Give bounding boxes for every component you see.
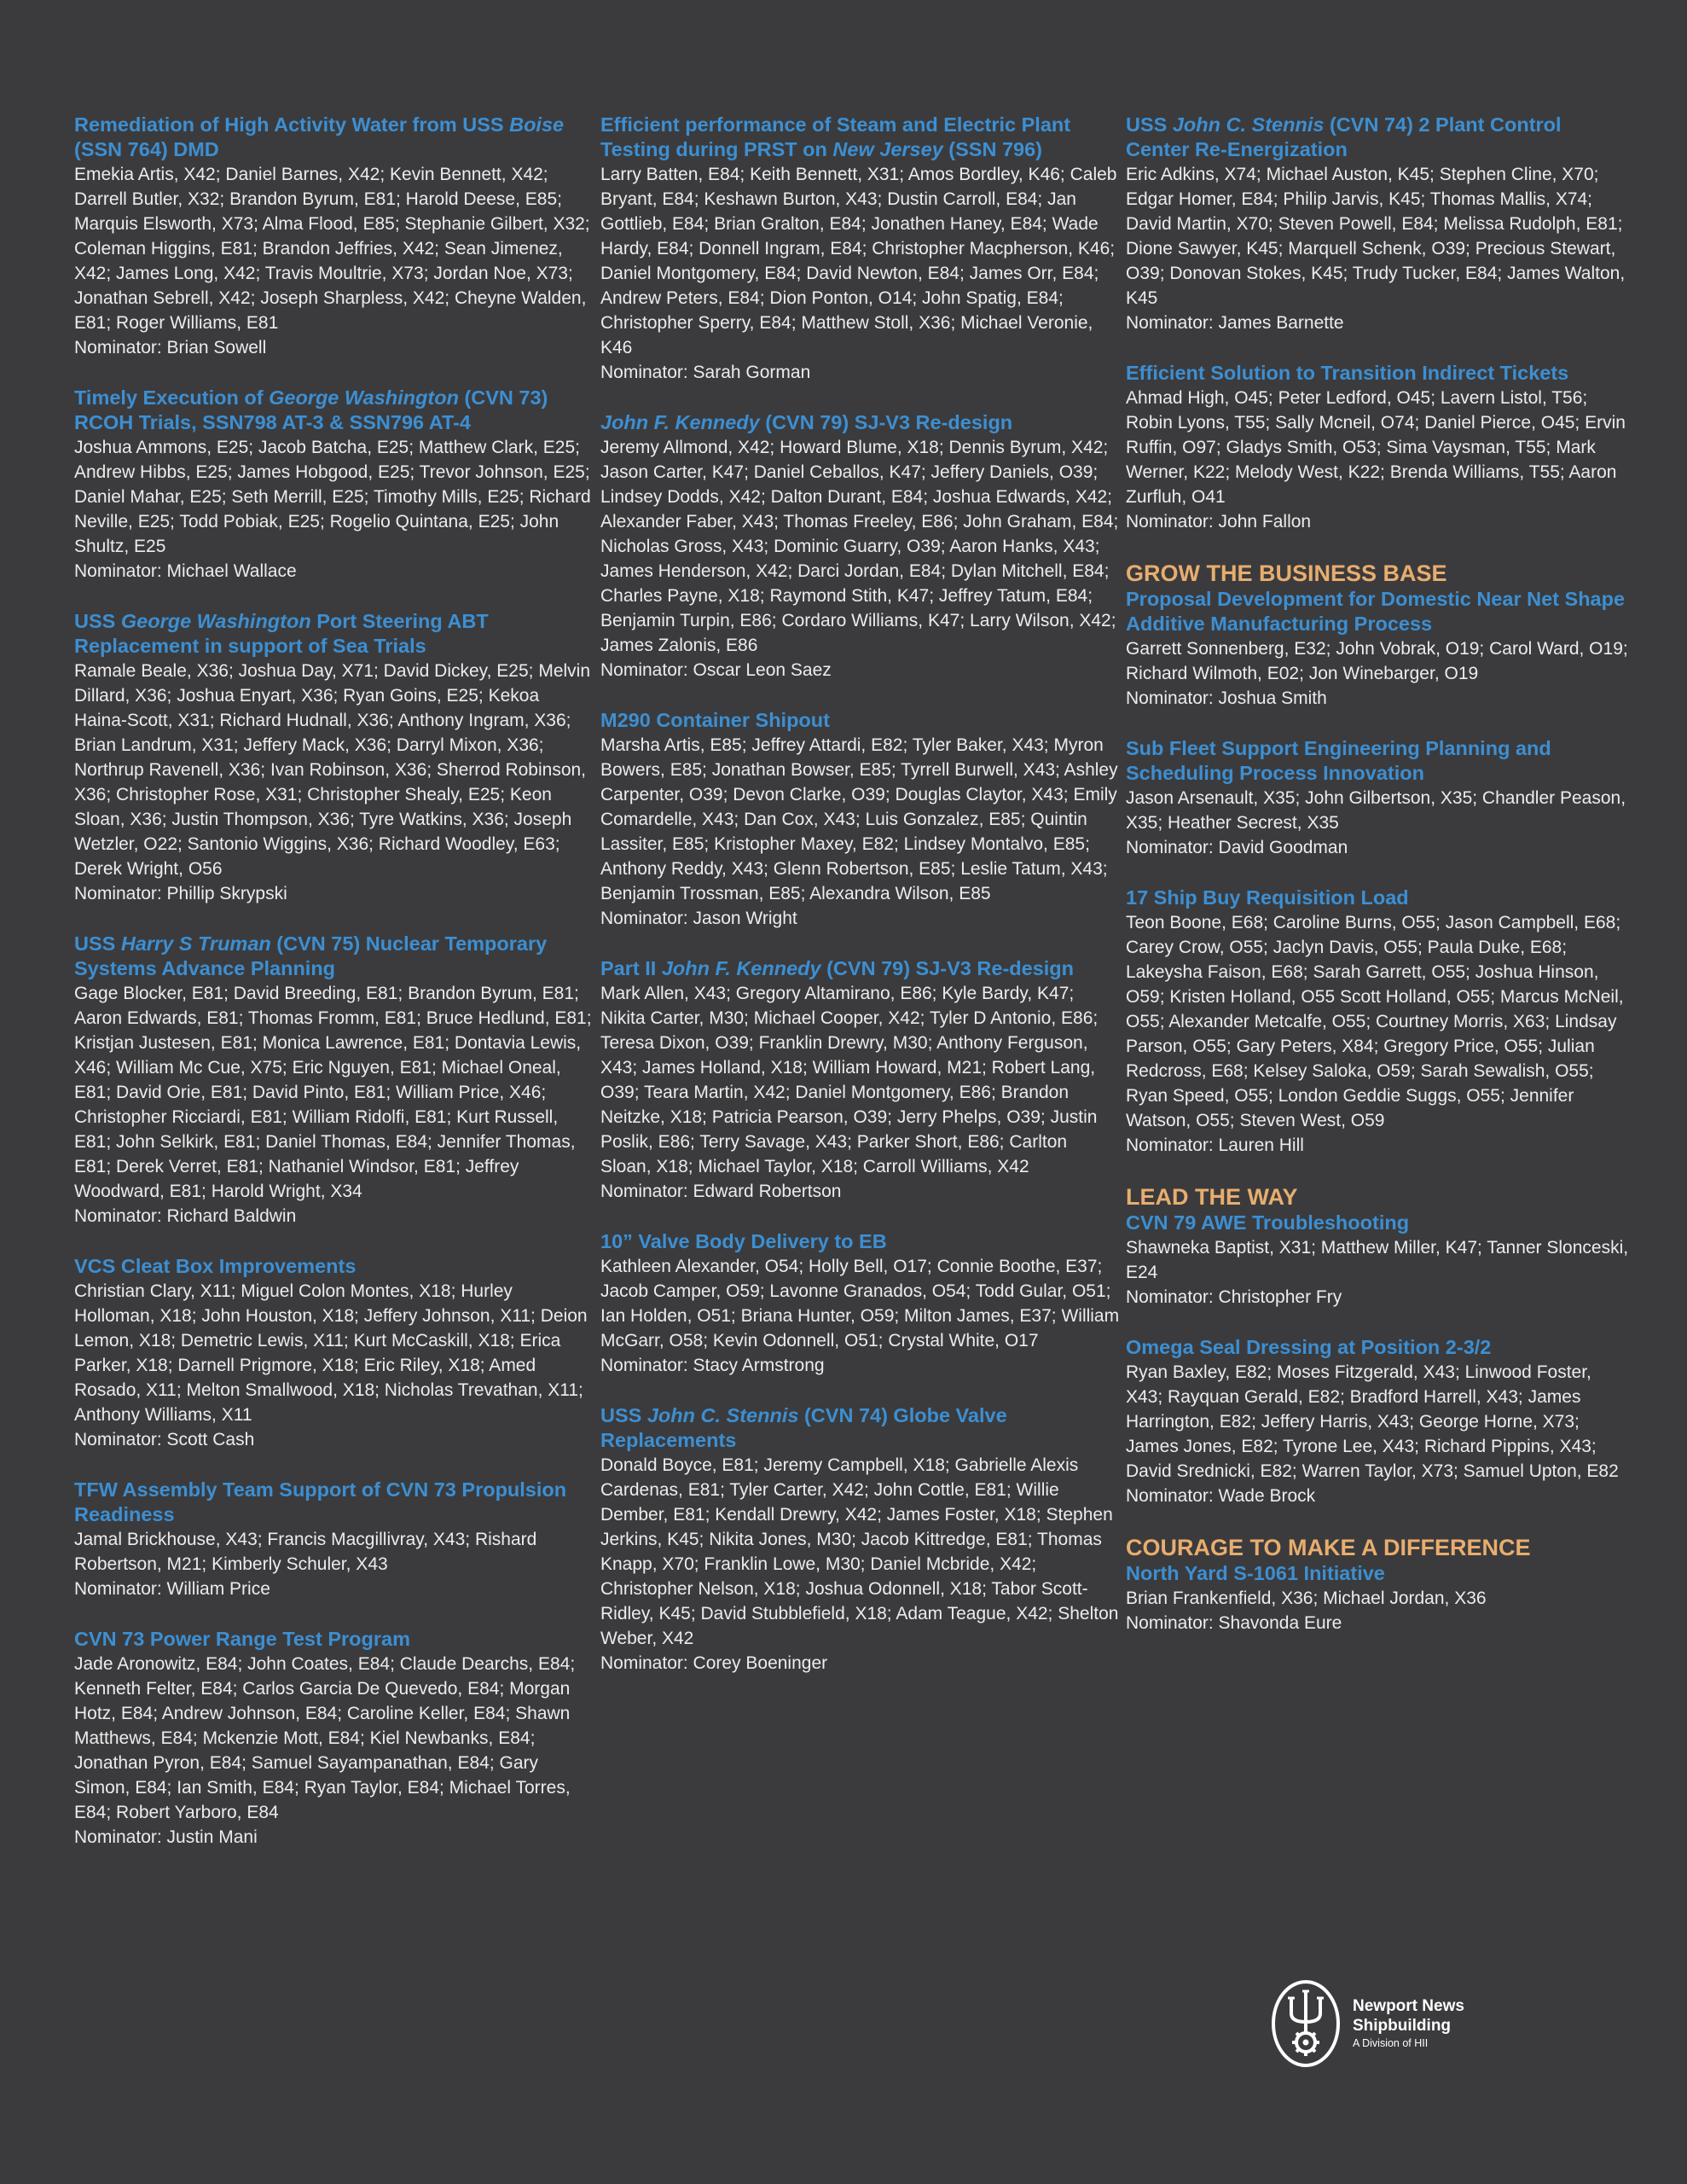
logo-text bbox=[1353, 1996, 1464, 2051]
entry-title bbox=[74, 386, 594, 435]
team-members: Emekia Artis, X42; Daniel Barnes, X42; Kevin Bennett, X42; Darrell Butler, X32; Brandon Byrum, E81; Harold Deese, E85; Marquis Elsworth, X73; Alma Flood, E85; Stephanie Gilbert, X32; Coleman Higgins, E81; Brandon Jeffries, X42; Sean Jimenez, X42; James Long, X42; Travis Moultrie, X73; Jordan Noe, X73; Jonathan Sebrell, X42; Joseph Sharpless, X42; Cheyne Walden, E81; Roger Williams, E81 bbox=[74, 165, 590, 333]
title-text: (CVN 75) Nuclear Temporary Systems Advance Planning bbox=[74, 932, 548, 979]
title-text: (CVN 74) 2 Plant Control Center Re-Energization bbox=[1126, 113, 1562, 160]
award-entry bbox=[600, 1403, 1121, 1676]
team-members: Mark Allen, X43; Gregory Altamirano, E86; Kyle Bardy, K47; Nikita Carter, M30; Michael Cooper, X42; Tyler D Antonio, E86; Teresa Dixon, O39; Franklin Drewry, M30; Anthony Ferguson, X43; James Holland, X18; William Howard, M21; Robert Lang, O39; Teara Martin, X42; Daniel Montgomery, E86; Brandon Neitzke, X18; Patricia Pearson, O39; Jerry Phelps, O39; Justin Poslik, E86; Terry Savage, X43; Parker Short, E86; Carlton Sloan, X18; Michael Taylor, X18; Carroll Williams, X42 bbox=[600, 984, 1099, 1176]
column-1 bbox=[74, 113, 594, 1875]
entry-title bbox=[74, 113, 594, 162]
title-text: (CVN 79) SJ-V3 Re-design bbox=[820, 957, 1074, 979]
title-text: Efficient performance of Steam and Electric Plant Testing during PRST on bbox=[600, 113, 1071, 160]
title-text: (CVN 79) SJ-V3 Re-design bbox=[759, 411, 1013, 433]
title-text: Timely Execution of bbox=[74, 386, 270, 409]
entry-title bbox=[600, 1229, 1121, 1254]
ship-name: John C. Stennis bbox=[646, 1404, 799, 1426]
title-text: TFW Assembly Team Support of CVN 73 Propulsion Readiness bbox=[74, 1478, 567, 1525]
trident-gear-logo-icon bbox=[1271, 1979, 1341, 2068]
title-text: Part II bbox=[600, 957, 662, 979]
team-members: Garrett Sonnenberg, E32; John Vobrak, O19; Carol Ward, O19; Richard Wilmoth, E02; Jon Winebarger, O19 bbox=[1126, 639, 1628, 683]
title-text: Efficient Solution to Transition Indirect Tickets bbox=[1126, 362, 1569, 384]
award-entry bbox=[1126, 113, 1629, 335]
nominator: Nominator: Wade Brock bbox=[1126, 1486, 1316, 1506]
entry-title bbox=[1126, 1561, 1629, 1586]
title-text: USS bbox=[74, 610, 121, 632]
team-members: Ramale Beale, X36; Joshua Day, X71; David Dickey, E25; Melvin Dillard, X36; Joshua Enyart, X36; Ryan Goins, E25; Kekoa Haina-Scott, X31; Richard Hudnall, X36; Anthony Ingram, X36; Brian Landrum, X31; Jeffery Mack, X36; Darryl Mixon, X36; Northrup Ravenell, X36; Ivan Robinson, X36; Sherrod Robinson, X36; Christopher Rose, X31; Christopher Shealy, E25; Keon Sloan, X36; Justin Thompson, X36; Tyre Watkins, X36; Joseph Wetzler, O22; Santonio Wiggins, X36; Richard Woodley, E63; Derek Wright, O56 bbox=[74, 661, 591, 879]
award-entry bbox=[74, 1627, 594, 1850]
nominator: Nominator: Brian Sowell bbox=[74, 338, 267, 357]
nominator: Nominator: Christopher Fry bbox=[1126, 1287, 1342, 1307]
award-entry bbox=[1126, 587, 1629, 711]
title-text: (SSN 764) DMD bbox=[74, 138, 219, 160]
entry-title bbox=[74, 1627, 594, 1652]
team-members: Kathleen Alexander, O54; Holly Bell, O17; Connie Boothe, E37; Jacob Camper, O59; Lavonne Granados, O54; Todd Gular, O51; Ian Holden, O51; Briana Hunter, O59; Milton James, E37; William McGarr, O58; Kevin Odonnell, O51; Crystal White, O17 bbox=[600, 1257, 1120, 1350]
award-entry bbox=[1126, 736, 1629, 860]
nominator: Nominator: John Fallon bbox=[1126, 512, 1312, 531]
team-members: Gage Blocker, E81; David Breeding, E81; Brandon Byrum, E81; Aaron Edwards, E81; Thomas Fromm, E81; Bruce Hedlund, E81; Kristjan Justesen, E81; Monica Lawrence, E81; Dontavia Lewis, X46; William Mc Cue, X75; Eric Nguyen, E81; Michael Oneal, E81; David Orie, E81; David Pinto, E81; William Price, X46; Christopher Ricciardi, E81; William Ridolfi, E81; Kurt Russell, E81; John Selkirk, E81; Daniel Thomas, E84; Jennifer Thomas, E81; Derek Verret, E81; Nathaniel Windsor, E81; Jeffrey Woodward, E81; Harold Wright, X34 bbox=[74, 984, 592, 1201]
team-members: Jade Aronowitz, E84; John Coates, E84; Claude Dearchs, E84; Kenneth Felter, E84; Carlos Garcia De Quevedo, E84; Morgan Hotz, E84; Andrew Johnson, E84; Caroline Keller, E84; Shawn Matthews, E84; Mckenzie Mott, E84; Kiel Newbanks, E84; Jonathan Pyron, E84; Samuel Sayampanathan, E84; Gary Simon, E84; Ian Smith, E84; Ryan Taylor, E84; Michael Torres, E84; Robert Yarboro, E84 bbox=[74, 1654, 576, 1822]
nominator: Nominator: William Price bbox=[74, 1579, 270, 1599]
column-3 bbox=[1126, 113, 1629, 1661]
title-text: USS bbox=[1126, 113, 1173, 136]
entry-title bbox=[600, 956, 1121, 981]
title-text: North Yard S-1061 Initiative bbox=[1126, 1562, 1385, 1584]
logo-name-line2: Shipbuilding bbox=[1353, 2017, 1452, 2035]
team-members: Jamal Brickhouse, X43; Francis Macgillivray, X43; Rishard Robertson, M21; Kimberly Schuler, X43 bbox=[74, 1530, 537, 1574]
entry-title bbox=[74, 1254, 594, 1279]
entry-title bbox=[600, 113, 1121, 162]
ship-name: George Washington bbox=[269, 386, 459, 409]
nominator: Nominator: David Goodman bbox=[1126, 838, 1348, 857]
award-entry bbox=[1126, 361, 1629, 534]
nominator: Nominator: Richard Baldwin bbox=[74, 1206, 297, 1226]
nominator: Nominator: Oscar Leon Saez bbox=[600, 660, 832, 680]
team-members: Joshua Ammons, E25; Jacob Batcha, E25; Matthew Clark, E25; Andrew Hibbs, E25; James Hobgood, E25; Trevor Johnson, E25; Daniel Mahar, E25; Seth Merrill, E25; Timothy Mills, E25; Richard Neville, E25; Todd Pobiak, E25; Rogelio Quintana, E25; John Shultz, E25 bbox=[74, 438, 591, 556]
entry-title bbox=[1126, 1335, 1629, 1360]
section-heading: COURAGE TO MAKE A DIFFERENCE bbox=[1126, 1535, 1531, 1560]
title-text: USS bbox=[600, 1404, 647, 1426]
award-entry bbox=[600, 956, 1121, 1204]
title-text: Port Steering ABT Replacement in support of Sea Trials bbox=[74, 610, 489, 657]
nominator: Nominator: Lauren Hill bbox=[1126, 1136, 1304, 1155]
award-entry bbox=[600, 113, 1121, 385]
nominator: Nominator: Joshua Smith bbox=[1126, 688, 1327, 708]
section-heading: GROW THE BUSINESS BASE bbox=[1126, 561, 1447, 586]
ship-name: Harry S Truman bbox=[120, 932, 271, 955]
team-members: Shawneka Baptist, X31; Matthew Miller, K47; Tanner Slonceski, E24 bbox=[1126, 1238, 1629, 1282]
title-text: (SSN 796) bbox=[942, 138, 1043, 160]
nominator: Nominator: Jason Wright bbox=[600, 909, 797, 928]
title-text: M290 Container Shipout bbox=[600, 709, 830, 731]
award-entry bbox=[1126, 1211, 1629, 1310]
title-text: CVN 73 Power Range Test Program bbox=[74, 1628, 410, 1650]
team-members: Jeremy Allmond, X42; Howard Blume, X18; Dennis Byrum, X42; Jason Carter, K47; Daniel Ceballos, K47; Jeffery Daniels, O39; Lindsey Dodds, X42; Dalton Durant, E84; Joshua Edwards, X42; Alexander Faber, X43; Thomas Freeley, E86; John Graham, E84; Nicholas Gross, X43; Dominic Guarry, O39; Aaron Hanks, X43; James Henderson, X42; Darci Jordan, E84; Dylan Mitchell, E84; Charles Payne, X18; Raymond Stith, K47; Jeffrey Tatum, E84; Benjamin Turpin, E86; Cordaro Williams, K47; Larry Wilson, X42; James Zalonis, E86 bbox=[600, 438, 1119, 655]
ship-name: John F. Kennedy bbox=[600, 411, 760, 433]
title-text: Remediation of High Activity Water from USS bbox=[74, 113, 510, 136]
award-entry bbox=[74, 932, 594, 1228]
award-entry bbox=[74, 386, 594, 584]
entry-title bbox=[74, 932, 594, 981]
title-text: CVN 79 AWE Troubleshooting bbox=[1126, 1211, 1410, 1234]
ship-name: George Washington bbox=[120, 610, 311, 632]
nominator: Nominator: Scott Cash bbox=[74, 1430, 255, 1449]
award-entry bbox=[600, 1229, 1121, 1378]
nominator: Nominator: Michael Wallace bbox=[74, 561, 297, 581]
nominator: Nominator: Edward Robertson bbox=[600, 1182, 842, 1201]
award-entry bbox=[600, 410, 1121, 682]
award-entry bbox=[74, 1254, 594, 1452]
award-entry bbox=[74, 609, 594, 906]
team-members: Ahmad High, O45; Peter Ledford, O45; Lavern Listol, T56; Robin Lyons, T55; Sally Mcneil, O74; Daniel Pierce, O45; Ervin Ruffin, O97; Gladys Smith, O53; Sima Vaysman, T55; Mark Werner, K22; Melody West, K22; Brenda Williams, T55; Aaron Zurfluh, O41 bbox=[1126, 388, 1626, 507]
title-text: Proposal Development for Domestic Near Net Shape Additive Manufacturing Process bbox=[1126, 588, 1626, 635]
ship-name: Boise bbox=[509, 113, 565, 136]
award-entry bbox=[1126, 886, 1629, 1158]
title-text: Sub Fleet Support Engineering Planning and Scheduling Process Innovation bbox=[1126, 737, 1551, 784]
entry-title bbox=[74, 1478, 594, 1527]
award-entry bbox=[1126, 1561, 1629, 1635]
team-members: Brian Frankenfield, X36; Michael Jordan, X36 bbox=[1126, 1589, 1487, 1608]
nominator: Nominator: Phillip Skrypski bbox=[74, 884, 287, 903]
entry-title bbox=[600, 708, 1121, 733]
team-members: Ryan Baxley, E82; Moses Fitzgerald, X43; Linwood Foster, X43; Rayquan Gerald, E82; Bradford Harrell, X43; James Harrington, E82; Jeffery Harris, X43; George Horne, X73; James Jones, E82; Tyrone Lee, X43; Richard Pippins, X43; David Srednicki, E82; Warren Taylor, X73; Samuel Upton, E82 bbox=[1126, 1362, 1619, 1481]
team-members: Marsha Artis, E85; Jeffrey Attardi, E82; Tyler Baker, X43; Myron Bowers, E85; Jonathan Bowser, E85; Tyrrell Burwell, X43; Ashley Carpenter, O39; Devon Clarke, O39; Douglas Claytor, X43; Emily Comardelle, X43; Dan Cox, X43; Luis Gonzalez, E85; Quintin Lassiter, E85; Kristopher Maxey, E82; Lindsey Montalvo, E85; Anthony Reddy, X43; Glenn Robertson, E85; Leslie Tatum, X43; Benjamin Trossman, E85; Alexandra Wilson, E85 bbox=[600, 735, 1118, 903]
entry-title bbox=[74, 609, 594, 659]
entry-title bbox=[600, 410, 1121, 435]
title-text: 17 Ship Buy Requisition Load bbox=[1126, 886, 1409, 909]
award-entry bbox=[1126, 1335, 1629, 1508]
team-members: Teon Boone, E68; Caroline Burns, O55; Jason Campbell, E68; Carey Crow, O55; Jaclyn Davis, O55; Paula Duke, E68; Lakeysha Faison, E68; Sarah Garrett, O55; Joshua Hinson, O59; Kristen Holland, O55 Scott Holland, O55; Marcus McNeil, O55; Alexander Metcalfe, O55; Courtney Morris, X63; Lindsay Parson, O55; Gary Peters, X84; Gregory Price, O55; Julian Redcross, E68; Kelsey Saloka, O59; Sarah Sewalish, O55; Ryan Speed, O55; London Geddie Suggs, O55; Jennifer Watson, O55; Steven West, O59 bbox=[1126, 913, 1624, 1130]
title-text: (CVN 74) Globe Valve Replacements bbox=[600, 1404, 1007, 1451]
title-text: (CVN 73) RCOH Trials, SSN798 AT-3 & SSN796 AT-4 bbox=[74, 386, 548, 433]
team-members: Eric Adkins, X74; Michael Auston, K45; Stephen Cline, X70; Edgar Homer, E84; Philip Jarvis, K45; Thomas Mallis, X74; David Martin, X70; Steven Powell, E84; Melissa Rudolph, E81; Dione Sawyer, K45; Marquell Schenk, O39; Precious Stewart, O39; Donovan Stokes, K45; Trudy Tucker, E84; James Walton, K45 bbox=[1126, 165, 1626, 308]
nominator: Nominator: Sarah Gorman bbox=[600, 363, 811, 382]
award-entry bbox=[74, 1478, 594, 1601]
logo-division: A Division of HII bbox=[1353, 2037, 1429, 2049]
ship-name: John F. Kennedy bbox=[661, 957, 821, 979]
entry-title bbox=[1126, 1211, 1629, 1235]
title-text: Omega Seal Dressing at Position 2-3/2 bbox=[1126, 1336, 1492, 1358]
title-text: VCS Cleat Box Improvements bbox=[74, 1255, 357, 1277]
entry-title bbox=[1126, 736, 1629, 786]
ship-name: New Jersey bbox=[832, 138, 943, 160]
title-text: USS bbox=[74, 932, 121, 955]
team-members: Christian Clary, X11; Miguel Colon Montes, X18; Hurley Holloman, X18; John Houston, X18; Jeffery Johnson, X11; Deion Lemon, X18; Demetric Lewis, X11; Kurt McCaskill, X18; Erica Parker, X18; Darnell Prigmore, X18; Eric Riley, X18; Amed Rosado, X11; Melton Smallwood, X18; Nicholas Trevathan, X11; Anthony Williams, X11 bbox=[74, 1281, 588, 1425]
team-members: Jason Arsenault, X35; John Gilbertson, X35; Chandler Peason, X35; Heather Secrest, X35 bbox=[1126, 788, 1626, 833]
nominator: Nominator: Justin Mani bbox=[74, 1827, 258, 1847]
title-text: 10” Valve Body Delivery to EB bbox=[600, 1230, 887, 1252]
team-members: Larry Batten, E84; Keith Bennett, X31; Amos Bordley, K46; Caleb Bryant, E84; Keshawn Burton, X43; Dustin Carroll, E84; Jan Gottlieb, E84; Brian Gralton, E84; Jonathen Haney, E84; Wade Hardy, E84; Donnell Ingram, E84; Christopher Macpherson, K46; Daniel Montgomery, E84; David Newton, E84; James Orr, E84; Andrew Peters, E84; Dion Ponton, O14; John Spatig, E84; Christopher Sperry, E84; Matthew Stoll, X36; Michael Veronie, K46 bbox=[600, 165, 1117, 357]
entry-title bbox=[1126, 587, 1629, 636]
company-logo bbox=[1271, 1979, 1464, 2068]
entry-title bbox=[1126, 361, 1629, 386]
nominator: Nominator: Stacy Armstrong bbox=[600, 1356, 825, 1375]
entry-title bbox=[1126, 113, 1629, 162]
team-members: Donald Boyce, E81; Jeremy Campbell, X18; Gabrielle Alexis Cardenas, E81; Tyler Carter, X42; John Cottle, E81; Willie Dember, E81; Kendall Drewry, X42; James Foster, X18; Stephen Jerkins, K45; Nikita Jones, M30; Jacob Kittredge, E81; Thomas Knapp, X70; Franklin Lowe, M30; Daniel Mcbride, X42; Christopher Nelson, X18; Joshua Odonnell, X18; Tabor Scott-Ridley, K45; David Stubblefield, X18; Adam Teague, X42; Shelton Weber, X42 bbox=[600, 1455, 1119, 1648]
column-2 bbox=[600, 113, 1121, 1701]
nominator: Nominator: Corey Boeninger bbox=[600, 1653, 828, 1673]
nominator: Nominator: Shavonda Eure bbox=[1126, 1613, 1342, 1633]
award-entry bbox=[600, 708, 1121, 931]
ship-name: John C. Stennis bbox=[1172, 113, 1325, 136]
logo-name-line1: Newport News bbox=[1353, 1997, 1464, 2015]
nominator: Nominator: James Barnette bbox=[1126, 313, 1344, 333]
award-entry bbox=[74, 113, 594, 360]
entry-title bbox=[600, 1403, 1121, 1453]
section-heading: LEAD THE WAY bbox=[1126, 1184, 1298, 1210]
entry-title bbox=[1126, 886, 1629, 910]
